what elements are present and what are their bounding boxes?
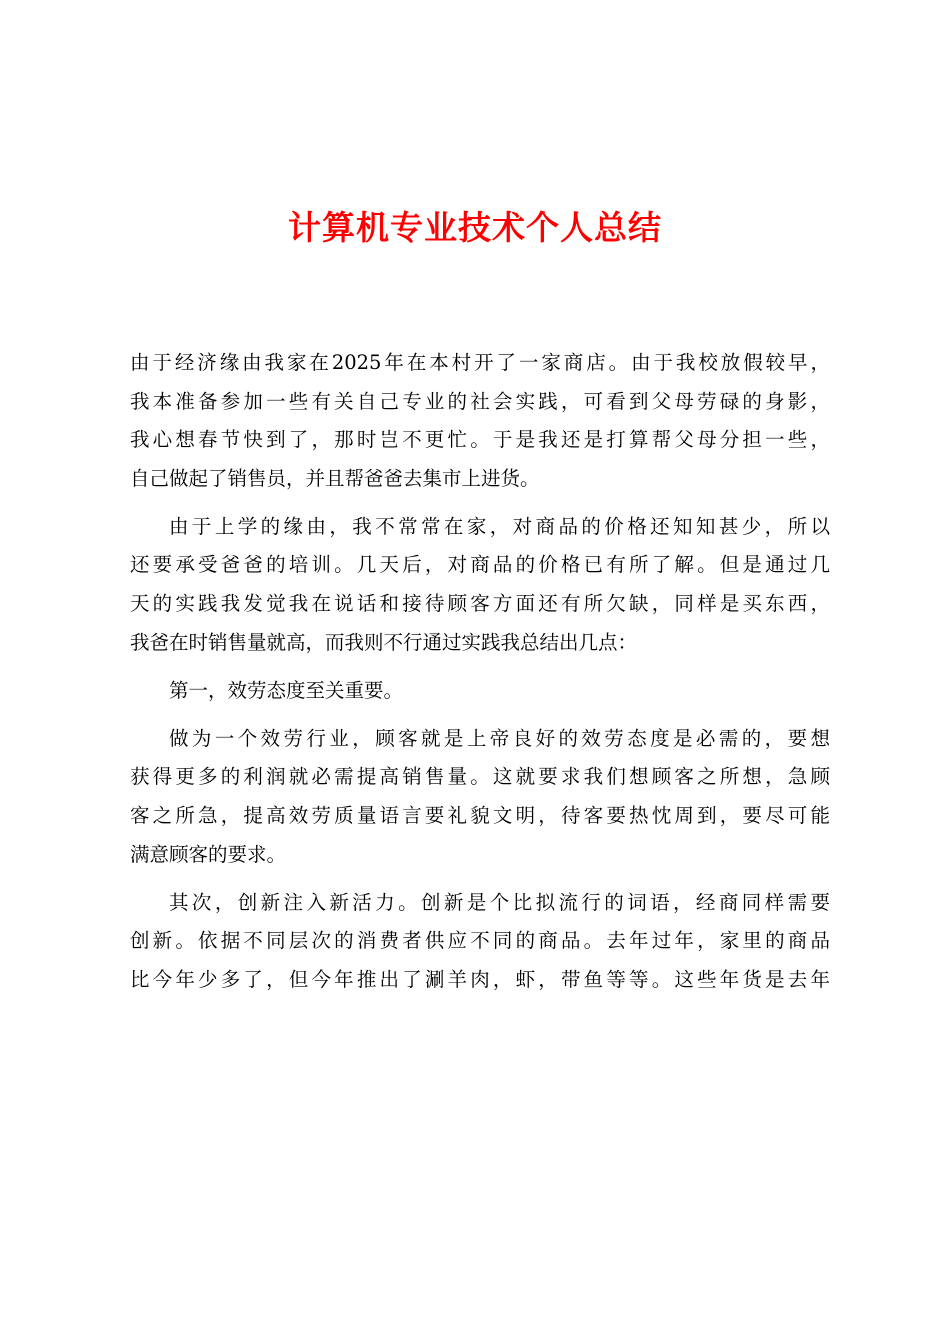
text-line: 获得更多的利润就必需提高销售量。这就要求我们想顾客之所想，急顾 bbox=[130, 765, 830, 789]
text-line: 客之所急，提高效劳质量语言要礼貌文明，待客要热忱周到，要尽可能 bbox=[130, 804, 830, 828]
paragraph-3 bbox=[130, 672, 830, 711]
text-line: 天的实践我发觉我在说话和接待顾客方面还有所欠缺，同样是买东西， bbox=[130, 592, 830, 616]
document-body bbox=[130, 344, 830, 1000]
text-line: 创新。依据不同层次的消费者供应不同的商品。去年过年，家里的商品 bbox=[130, 929, 830, 953]
paragraph-4 bbox=[130, 720, 830, 874]
text-line: 做为一个效劳行业，顾客就是上帝良好的效劳态度是必需的，要想 bbox=[169, 726, 830, 750]
paragraph-5 bbox=[130, 884, 830, 1000]
text-line: 其次，创新注入新活力。创新是个比拟流行的词语，经商同样需要 bbox=[169, 890, 830, 914]
paragraph-2 bbox=[130, 508, 830, 662]
text-line: 比今年少多了，但今年推出了涮羊肉，虾，带鱼等等。这些年货是去年 bbox=[130, 967, 830, 991]
text-line: 还要承受爸爸的培训。几天后，对商品的价格已有所了解。但是通过几 bbox=[130, 553, 830, 577]
text-line: 我爸在时销售量就高，而我则不行通过实践我总结出几点： bbox=[130, 630, 638, 654]
text-line: 由于上学的缘由，我不常常在家，对商品的价格还知知甚少，所以 bbox=[169, 514, 830, 538]
text-line: 自己做起了销售员，并且帮爸爸去集市上进货。 bbox=[130, 466, 540, 490]
paragraph-1 bbox=[130, 344, 830, 498]
text-line: 第一，效劳态度至关重要。 bbox=[169, 678, 404, 702]
text-line: 由于经济缘由我家在2025年在本村开了一家商店。由于我校放假较早， bbox=[130, 351, 830, 374]
text-line: 我心想春节快到了，那时岂不更忙。于是我还是打算帮父母分担一些， bbox=[130, 428, 830, 452]
text-line: 满意顾客的要求。 bbox=[130, 842, 287, 866]
document-title: 计算机专业技术个人总结 bbox=[288, 208, 662, 247]
text-line: 我本准备参加一些有关自己专业的社会实践，可看到父母劳碌的身影， bbox=[130, 389, 830, 413]
